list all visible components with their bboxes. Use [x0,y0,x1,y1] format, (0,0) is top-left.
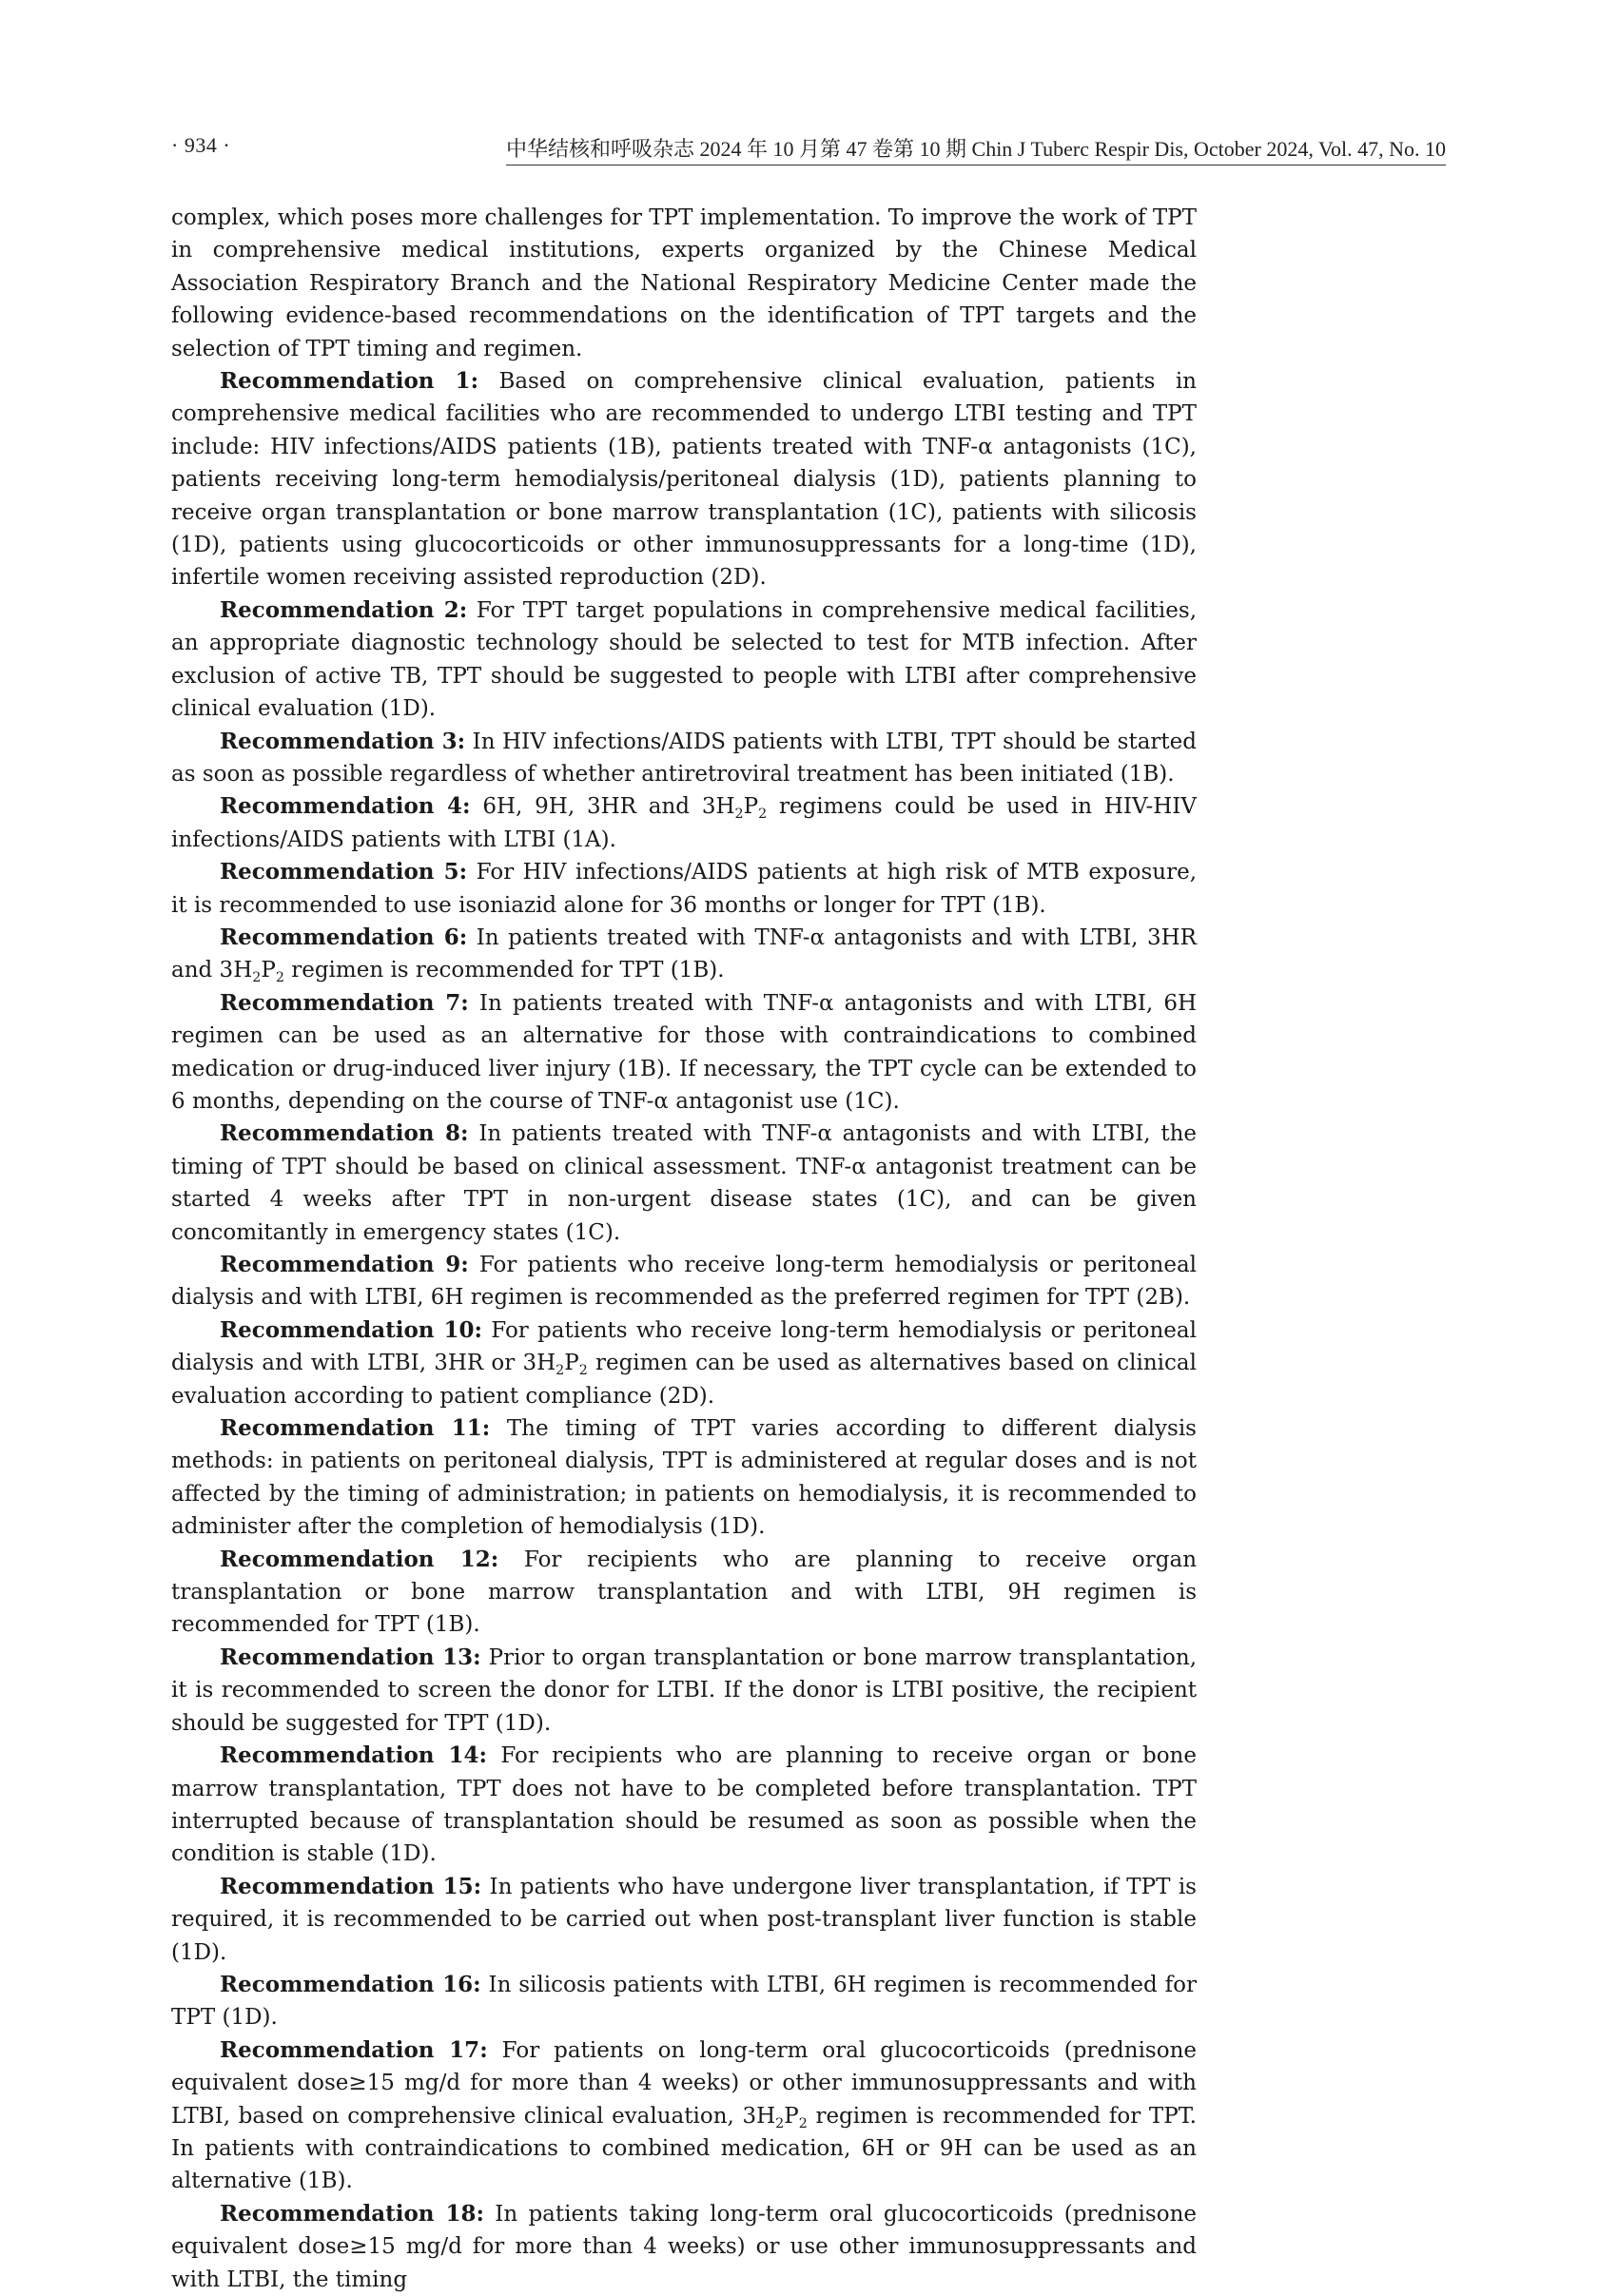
recommendation-14 [171,1740,1197,1871]
recommendation-text: For recipients who are planning to receive organ transplantation or bone marrow transplantation and with LTBI, 9H regimen is recommended for TPT (1B). [171,1547,1198,1638]
recommendation-4 [171,790,1197,856]
recommendation-17 [171,2034,1197,2198]
recommendation-6 [171,922,1197,987]
recommendation-text: For patients on long-term oral glucocorticoids (prednisone equivalent dose≥15 mg/d for more than 4 weeks) or other immunosuppressants and with LTBI, based on comprehensive clinical evaluation, 3H [171,2037,1197,2129]
recommendation-label: Recommendation 1: [220,368,479,395]
recommendation-16 [171,1969,1197,2034]
page-number: · 934 · [171,133,231,157]
recommendation-label: Recommendation 16: [220,1971,481,1997]
recommendation-text: In patients treated with TNF-α antagonists and with LTBI, 6H regimen can be used as an alternative for those with contraindications to combined medication or drug-induced liver injury (1B). If necessary, the TPT cycle can be extended to 6 months, depending on the course of TNF-α antagonist use (1C). [171,990,1198,1114]
page-header [171,129,1446,162]
recommendation-label: Recommendation 12: [220,1546,499,1572]
recommendation-label: Recommendation 11: [220,1415,491,1442]
recommendation-12 [171,1544,1197,1642]
recommendation-1 [171,365,1197,594]
recommendation-7 [171,987,1197,1119]
recommendation-text: For patients who receive long-term hemodialysis or peritoneal dialysis and with LTBI, 6H regimen is recommended as the preferred regimen for TPT (2B). [171,1253,1198,1311]
recommendation-9 [171,1249,1197,1314]
recommendation-5 [171,856,1197,922]
recommendation-label: Recommendation 17: [220,2036,488,2063]
subscript: 2 [758,807,768,823]
recommendation-label: Recommendation 6: [220,924,468,950]
subscript: 2 [798,2115,808,2131]
recommendation-label: Recommendation 3: [220,728,466,754]
subscript: 2 [734,807,744,823]
recommendation-13 [171,1642,1197,1740]
recommendation-label: Recommendation 15: [220,1873,482,1899]
recommendation-text: For TPT target populations in comprehensive medical facilities, an appropriate diagnostic technology should be selected to test for MTB infection. After exclusion of active TB, TPT should be suggested to people with LTBI after comprehensive clinical evaluation (1D). [171,597,1198,722]
recommendation-label: Recommendation 8: [220,1120,469,1147]
recommendation-text: For HIV infections/AIDS patients at high risk of MTB exposure, it is recommended to use isoniazid alone for 36 months or longer for TPT (1B). [171,860,1198,918]
recommendation-text: regimen can be used as alternatives based on clinical evaluation according to patient compliance (2D). [171,1351,1197,1409]
recommendation-label: Recommendation 5: [220,859,468,885]
recommendation-15 [171,1871,1197,1969]
recommendation-text: In patients who have undergone liver transplantation, if TPT is required, it is recommended to be carried out when post-transplant liver function is stable (1D). [171,1874,1197,1965]
recommendation-text: For recipients who are planning to receive organ or bone marrow transplantation, TPT does not have to be completed before transplantation. TPT interrupted because of transplantation should be resumed as soon as possible when the condition is stable (1D). [171,1743,1197,1867]
recommendation-label: Recommendation 2: [220,596,468,623]
subscript: 2 [775,2115,785,2131]
recommendation-label: Recommendation 4: [220,793,471,820]
recommendation-10 [171,1314,1197,1412]
recommendation-label: Recommendation 18: [220,2200,484,2227]
article-body [171,202,1197,2296]
recommendation-text: The timing of TPT varies according to different dialysis methods: in patients on peritoneal dialysis, TPT is administered at regular doses and is not affected by the timing of administration; in patients on hemodialysis, it is recommended to administer after the completion of hemodialysis (1D). [171,1416,1197,1540]
recommendation-text: In patients taking long-term oral glucocorticoids (prednisone equivalent dose≥15 mg/d for more than 4 weeks) or use other immunosuppressants and with LTBI, the timing [171,2201,1197,2292]
recommendation-text: P [261,958,276,983]
recommendation-3 [171,726,1197,791]
recommendation-label: Recommendation 10: [220,1316,482,1343]
subscript: 2 [556,1363,565,1379]
recommendation-text: regimen is recommended for TPT (1B). [283,958,725,983]
recommendation-label: Recommendation 13: [220,1644,481,1670]
recommendation-11 [171,1412,1197,1544]
recommendation-text: P [564,1351,579,1376]
recommendation-label: Recommendation 14: [220,1742,488,1769]
subscript: 2 [578,1363,588,1379]
recommendation-text: For patients who receive long-term hemodialysis or peritoneal dialysis and with LTBI, 3HR or 3H [171,1317,1197,1376]
recommendation-text: regimen is recommended for TPT. In patients with contraindications to combined medication, 6H or 9H can be used as an alternative (1B). [171,2103,1197,2194]
subscript: 2 [252,970,262,986]
recommendation-text: In silicosis patients with LTBI, 6H regimen is recommended for TPT (1D). [171,1972,1197,2031]
recommendation-text: In patients treated with TNF-α antagonists and with LTBI, 3HR and 3H [171,924,1197,983]
recommendation-text: In HIV infections/AIDS patients with LTBI, TPT should be started as soon as possible regardless of whether antiretroviral treatment has been initiated (1B). [171,729,1197,787]
recommendation-text: regimens could be used in HIV-HIV infections/AIDS patients with LTBI (1A). [171,794,1197,852]
recommendation-label: Recommendation 7: [220,989,469,1016]
recommendation-text: P [784,2103,799,2129]
recommendation-8 [171,1118,1197,1249]
recommendation-text: In patients treated with TNF-α antagonists and with LTBI, the timing of TPT should be based on clinical assessment. TNF-α antagonist treatment can be started 4 weeks after TPT in non-urgent disease states (1C), and can be given concomitantly in emergency states (1C). [171,1121,1198,1245]
recommendation-18 [171,2198,1197,2296]
recommendation-text: 6H, 9H, 3HR and 3H [482,794,735,820]
recommendation-text: P [743,794,759,820]
subscript: 2 [275,970,284,986]
recommendation-label: Recommendation 9: [220,1252,469,1277]
recommendation-text: Prior to organ transplantation or bone marrow transplantation, it is recommended to screen the donor for LTBI. If the donor is LTBI positive, the recipient should be suggested for TPT (1D). [171,1644,1197,1736]
running-head: 中华结核和呼吸杂志 2024 年 10 月第 47 卷第 10 期 Chin J Tuberc Respir Dis, October 2024, Vol. 47, No. 10 [506,133,1446,165]
recommendation-text: Based on comprehensive clinical evaluation, patients in comprehensive medical facilities who are recommended to undergo LTBI testing and TPT include: HIV infections/AIDS patients (1B), patients treated with TNF-α antagonists (1C), patients receiving long-term hemodialysis/peritoneal dialysis (1D), patients planning to receive organ transplantation or bone marrow transplantation (1C), patients with silicosis (1D), patients using glucocorticoids or other immunosuppressants for a long-time (1D), infertile women receiving assisted reproduction (2D). [171,369,1197,591]
recommendation-2 [171,594,1197,726]
intro-paragraph: complex, which poses more challenges for TPT implementation. To improve the work of TPT in comprehensive medical institutions, experts organized by the Chinese Medical Association Respiratory Branch and the National Respiratory Medicine Center made the following evidence-based recommendations on the identification of TPT targets and the selection of TPT timing and regimen. [171,205,1197,361]
